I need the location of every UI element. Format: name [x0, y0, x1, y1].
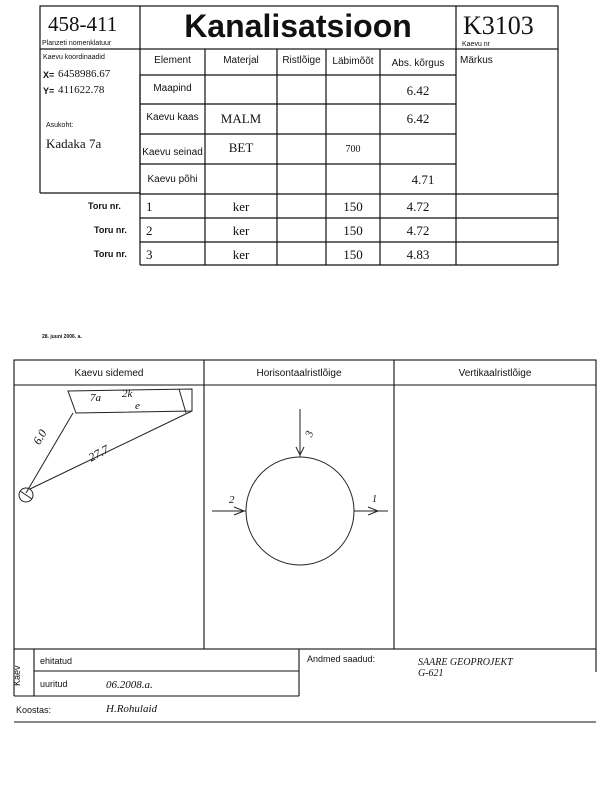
document-date: 28. juuni 2006. a.: [42, 334, 82, 340]
well-number: K3103: [463, 11, 534, 40]
section-vertical-header: Vertikaalristlõige: [458, 368, 532, 379]
y-value: 411622.78: [58, 84, 105, 96]
pipe-label: Toru nr.: [94, 249, 127, 259]
pipe-3-label: 3: [303, 429, 317, 439]
pipe-diameter: 150: [343, 199, 363, 214]
pipe-label: Toru nr.: [94, 225, 127, 235]
pipe-number: 3: [146, 247, 153, 262]
x-value: 6458986.67: [58, 68, 111, 80]
data-source-label: Andmed saadud:: [307, 654, 376, 664]
pipe-height: 4.72: [406, 223, 430, 238]
tie-distance-2: 27.7: [86, 442, 112, 465]
col-header-cross-section: Ristlõige: [282, 55, 321, 66]
pipe-diameter: 150: [343, 223, 363, 238]
pipe-material: ker: [232, 223, 250, 238]
pipe-label: Toru nr.: [88, 201, 121, 211]
nomenclature: 458-411: [48, 12, 118, 36]
tie-line-2: [30, 411, 192, 489]
x-label: X=: [43, 70, 55, 80]
house-label: 7a: [90, 392, 101, 404]
col-header-remarks: Märkus: [460, 55, 493, 66]
row-height: 4.71: [411, 172, 435, 187]
pipe-material: ker: [232, 199, 250, 214]
surveyed-value: 06.2008.a.: [106, 679, 153, 691]
row-element: Kaevu kaas: [146, 112, 199, 123]
row-material: BET: [228, 140, 254, 155]
nomenclature-caption: Planzeti nomenklatuur: [42, 40, 112, 47]
row-element: Kaevu seinad: [142, 147, 203, 158]
well-circle: [246, 457, 354, 565]
location-value: Kadaka 7a: [46, 136, 102, 151]
coords-label: Kaevu koordinaadid: [43, 54, 105, 61]
row-element: Maapind: [153, 83, 192, 94]
col-header-material: Materjal: [223, 55, 259, 66]
well-number-caption: Kaevu nr: [462, 41, 491, 48]
pipe-height: 4.72: [406, 199, 430, 214]
pipe-2-label: 2: [229, 494, 235, 506]
data-source-code: G-621: [418, 668, 444, 679]
horizontal-section-diagram: [204, 385, 394, 585]
location-label: Asukoht:: [46, 122, 74, 129]
pipe-number: 1: [146, 199, 153, 214]
row-height: 6.42: [406, 111, 430, 126]
col-header-abs-height: Abs. kõrgus: [391, 58, 445, 69]
y-label: Y=: [43, 86, 55, 96]
section-horizontal-header: Horisontaalristlõige: [256, 368, 342, 379]
pipe-material: ker: [232, 247, 250, 262]
col-header-diameter: Läbimõõt: [332, 56, 374, 67]
well-label: Kaev: [12, 665, 22, 686]
pipe-1-label: 1: [372, 494, 377, 505]
page-title: Kanalisatsioon: [184, 8, 412, 44]
pipe-diameter: 150: [343, 247, 363, 262]
row-material: MALM: [220, 111, 262, 126]
row-height: 6.42: [406, 83, 430, 98]
col-header-element: Element: [154, 55, 191, 66]
section-ties-header: Kaevu sidemed: [74, 368, 144, 379]
house-corner-label: 2k: [122, 388, 133, 400]
built-label: ehitatud: [40, 656, 73, 666]
data-source-value: SAARE GEOPROJEKT: [418, 657, 513, 668]
surveyed-label: uuritud: [40, 679, 68, 689]
compiled-label: Koostas:: [16, 705, 52, 715]
house-corner-sub: e: [135, 400, 140, 412]
compiled-value: H.Rohulaid: [106, 703, 158, 715]
row-element: Kaevu põhi: [147, 174, 198, 185]
pipe-number: 2: [146, 223, 153, 238]
tie-distance-1: 6.0: [30, 427, 50, 447]
tie-line-1: [26, 413, 73, 493]
pipe-height: 4.83: [406, 247, 430, 262]
row-diameter: 700: [345, 144, 361, 155]
